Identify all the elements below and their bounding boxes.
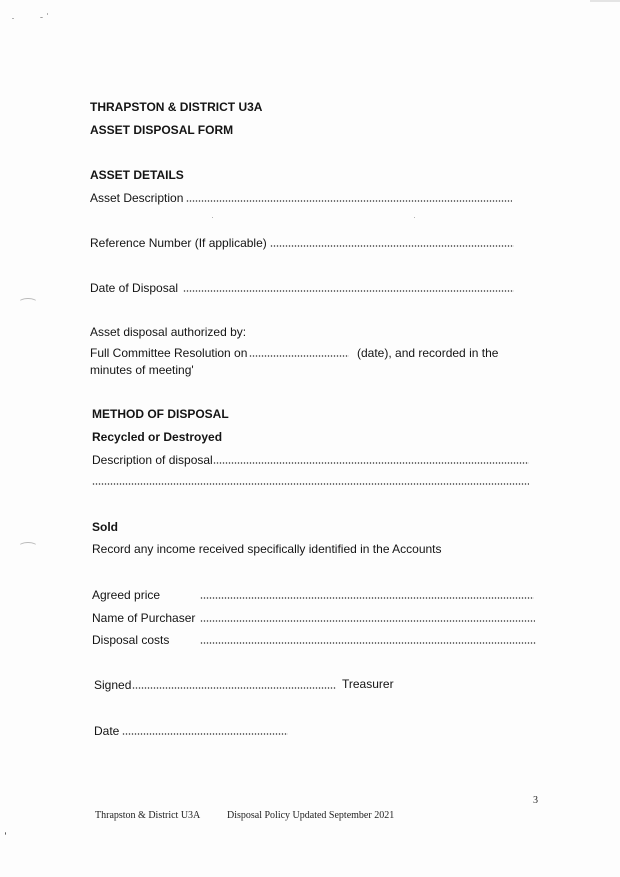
- authorized-by-label: Asset disposal authorized by:: [90, 325, 247, 339]
- agreed-price-label: Agreed price: [92, 588, 161, 602]
- page-number: 3: [533, 795, 538, 806]
- method-heading: METHOD OF DISPOSAL: [92, 407, 229, 421]
- recycled-heading: Recycled or Destroyed: [92, 430, 223, 444]
- date-of-disposal-field[interactable]: [183, 290, 514, 292]
- footer-policy: Disposal Policy Updated September 2021: [227, 810, 395, 821]
- resolution-line-2: minutes of meeting': [90, 363, 194, 377]
- disposal-costs-field[interactable]: [200, 642, 536, 644]
- disposal-description-field[interactable]: [213, 462, 529, 464]
- scan-speck: [5, 832, 6, 835]
- scan-speck: [40, 17, 43, 18]
- scan-edge: [590, 0, 620, 2]
- agreed-price-field[interactable]: [200, 597, 534, 599]
- treasurer-label: Treasurer: [342, 677, 394, 691]
- date-label: Date: [94, 724, 120, 738]
- date-field[interactable]: [122, 733, 288, 735]
- disposal-costs-label: Disposal costs: [92, 633, 170, 647]
- resolution-date-field[interactable]: [249, 355, 349, 357]
- form-title: ASSET DISPOSAL FORM: [90, 123, 234, 137]
- scan-mark: [18, 542, 38, 552]
- reference-number-label: Reference Number (If applicable): [90, 236, 267, 250]
- resolution-label: Full Committee Resolution on: [90, 346, 248, 360]
- org-title: THRAPSTON & DISTRICT U3A: [90, 100, 263, 114]
- disposal-description-label: Description of disposal: [92, 453, 213, 467]
- purchaser-field[interactable]: [200, 620, 535, 622]
- reference-number-field[interactable]: [270, 245, 514, 247]
- scan-speck: [414, 217, 415, 218]
- sold-note: Record any income received specifically identified in the Accounts: [92, 542, 442, 556]
- scan-speck: [212, 217, 213, 218]
- asset-description-field[interactable]: [186, 200, 512, 202]
- footer-org: Thrapston & District U3A: [95, 810, 201, 821]
- asset-details-heading: ASSET DETAILS: [90, 168, 184, 182]
- asset-description-label: Asset Description: [90, 191, 184, 205]
- signature-field[interactable]: [132, 687, 336, 689]
- sold-heading: Sold: [92, 520, 118, 534]
- disposal-description-field-line-2[interactable]: [92, 483, 529, 485]
- purchaser-label: Name of Purchaser: [92, 611, 196, 625]
- scan-speck: [47, 13, 48, 15]
- resolution-suffix: (date), and recorded in the: [357, 346, 499, 360]
- signed-label: Signed: [94, 678, 132, 692]
- scan-mark: [18, 298, 38, 308]
- scan-speck: [12, 18, 14, 19]
- date-of-disposal-label: Date of Disposal: [90, 281, 179, 295]
